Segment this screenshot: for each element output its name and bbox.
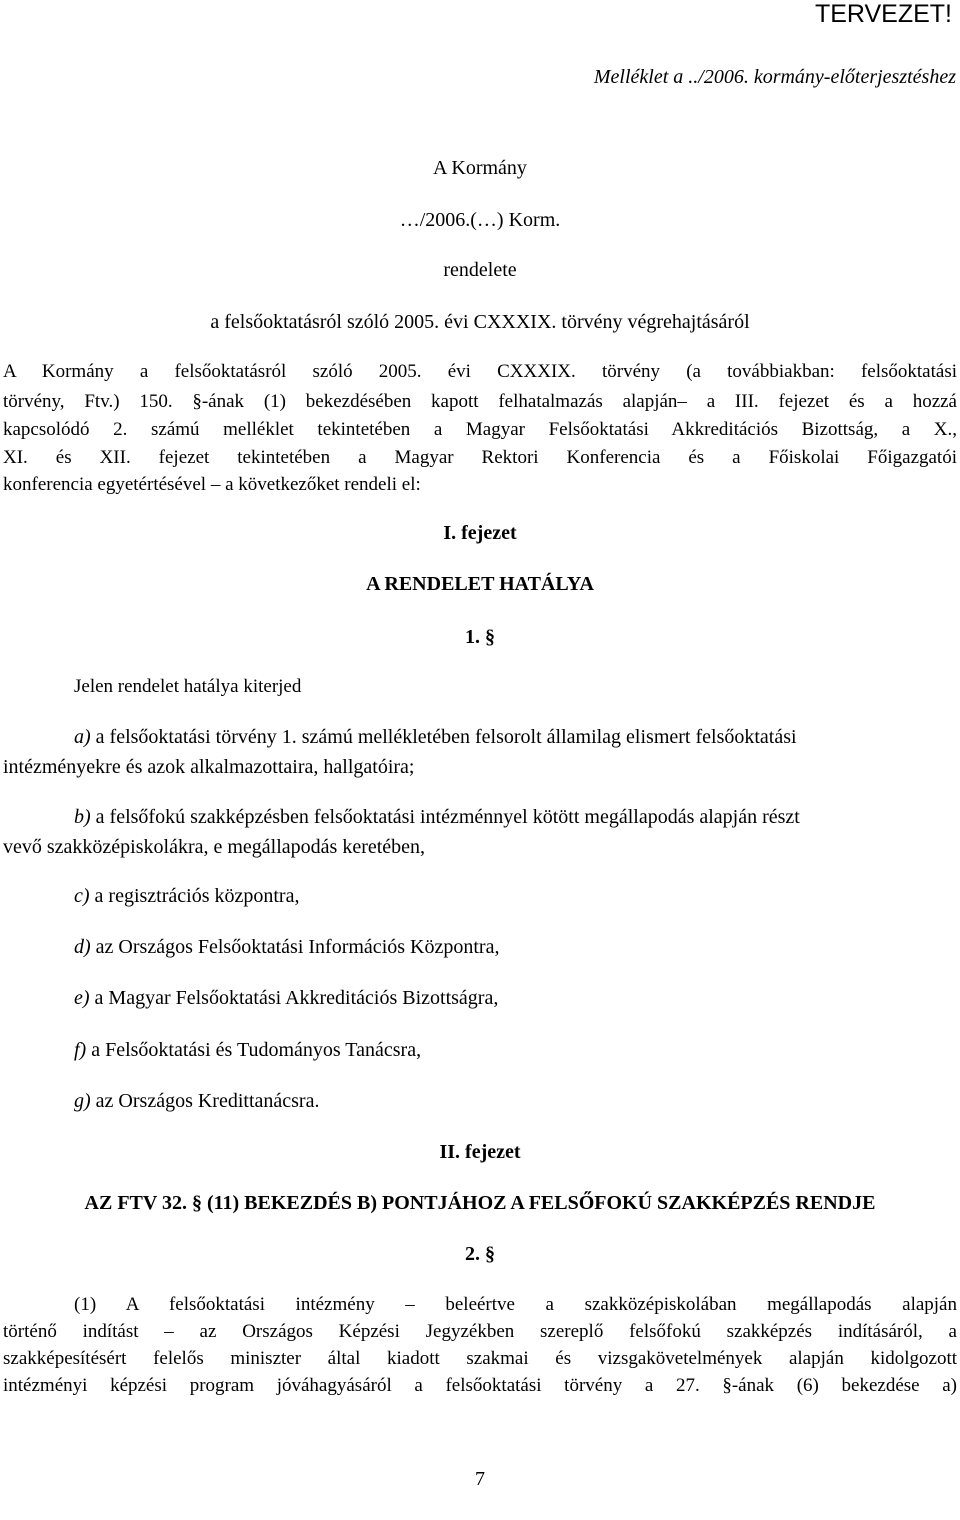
list-item xyxy=(74,936,499,959)
preamble-line: törvény, Ftv.) 150. §-ának (1) bekezdésében kapott felhatalmazás alapján– a III. fejezet és a hozzá xyxy=(3,391,957,412)
section-number: 2. § xyxy=(465,1243,495,1265)
section-intro: Jelen rendelet hatálya kiterjed xyxy=(74,676,302,697)
issuer-title: A Kormány xyxy=(433,157,527,179)
paragraph-line: szakképesítésért felelős miniszter által kiadott szakmai és vizsgakövetelmények alapján kidolgozott xyxy=(3,1348,957,1369)
item-label: g) xyxy=(74,1090,91,1112)
item-text: a felsőoktatási törvény 1. számú mellékletében felsorolt államilag elismert felsőoktatási xyxy=(95,726,797,748)
list-item xyxy=(74,1039,421,1062)
preamble-line: XI. és XII. fejezet tekintetében a Magyar Rektori Konferencia és a Főiskolai Főigazgatói xyxy=(3,447,957,468)
preamble-line: konferencia egyetértésével – a következőket rendeli el: xyxy=(3,474,421,495)
preamble-line: A Kormány a felsőoktatásról szóló 2005. évi CXXXIX. törvény (a továbbiakban: felsőoktatási xyxy=(3,361,957,382)
paragraph-line: intézményi képzési program jóváhagyásáról a felsőoktatási törvény a 27. §-ának (6) bekezdése a) xyxy=(3,1375,957,1396)
item-text: a Felsőoktatási és Tudományos Tanácsra, xyxy=(91,1039,422,1061)
list-item xyxy=(74,885,299,908)
item-label: f) xyxy=(74,1039,87,1061)
item-label: b) xyxy=(74,806,91,828)
chapter-number: I. fejezet xyxy=(443,522,517,544)
item-label: e) xyxy=(74,987,90,1009)
item-text: intézményekre és azok alkalmazottaira, hallgatóira; xyxy=(3,756,415,778)
annex-reference: Melléklet a ../2006. kormány-előterjesztéshez xyxy=(593,66,956,88)
section-number: 1. § xyxy=(465,626,495,648)
chapter-number: II. fejezet xyxy=(439,1141,521,1163)
list-item xyxy=(74,987,498,1010)
item-text: az Országos Felsőoktatási Információs Központra, xyxy=(95,936,500,958)
item-label: a) xyxy=(74,726,91,748)
paragraph-line: történő indítást – az Országos Képzési Jegyzékben szereplő felsőfokú szakképzés indításáról, a xyxy=(3,1321,957,1342)
list-item xyxy=(74,1090,319,1113)
chapter-title: AZ FTV 32. § (11) BEKEZDÉS B) PONTJÁHOZ A FELSŐFOKÚ SZAKKÉPZÉS RENDJE xyxy=(84,1192,876,1214)
decree-type: rendelete xyxy=(443,259,517,281)
draft-label: TERVEZET! xyxy=(814,0,952,28)
item-text: vevő szakközépiskolákra, e megállapodás keretében, xyxy=(3,836,426,858)
item-text: a Magyar Felsőoktatási Akkreditációs Bizottságra, xyxy=(94,987,499,1009)
item-label: d) xyxy=(74,936,91,958)
item-text: a felsőfokú szakképzésben felsőoktatási intézménnyel kötött megállapodás alapján részt xyxy=(95,806,800,828)
chapter-title: A RENDELET HATÁLYA xyxy=(366,573,594,595)
page-number: 7 xyxy=(475,1468,485,1490)
item-text: a regisztrációs központra, xyxy=(94,885,300,907)
paragraph-line: (1) A felsőoktatási intézmény – beleértve a szakközépiskolában megállapodás alapján xyxy=(74,1294,957,1315)
item-text: az Országos Kredittanácsra. xyxy=(95,1090,320,1112)
decree-number: …/2006.(…) Korm. xyxy=(399,209,561,231)
preamble-line: kapcsolódó 2. számú melléklet tekintetében a Magyar Felsőoktatási Akkreditációs Bizottság, a X., xyxy=(3,419,957,440)
decree-subject: a felsőoktatásról szóló 2005. évi CXXXIX. törvény végrehajtásáról xyxy=(210,311,750,333)
item-label: c) xyxy=(74,885,90,907)
